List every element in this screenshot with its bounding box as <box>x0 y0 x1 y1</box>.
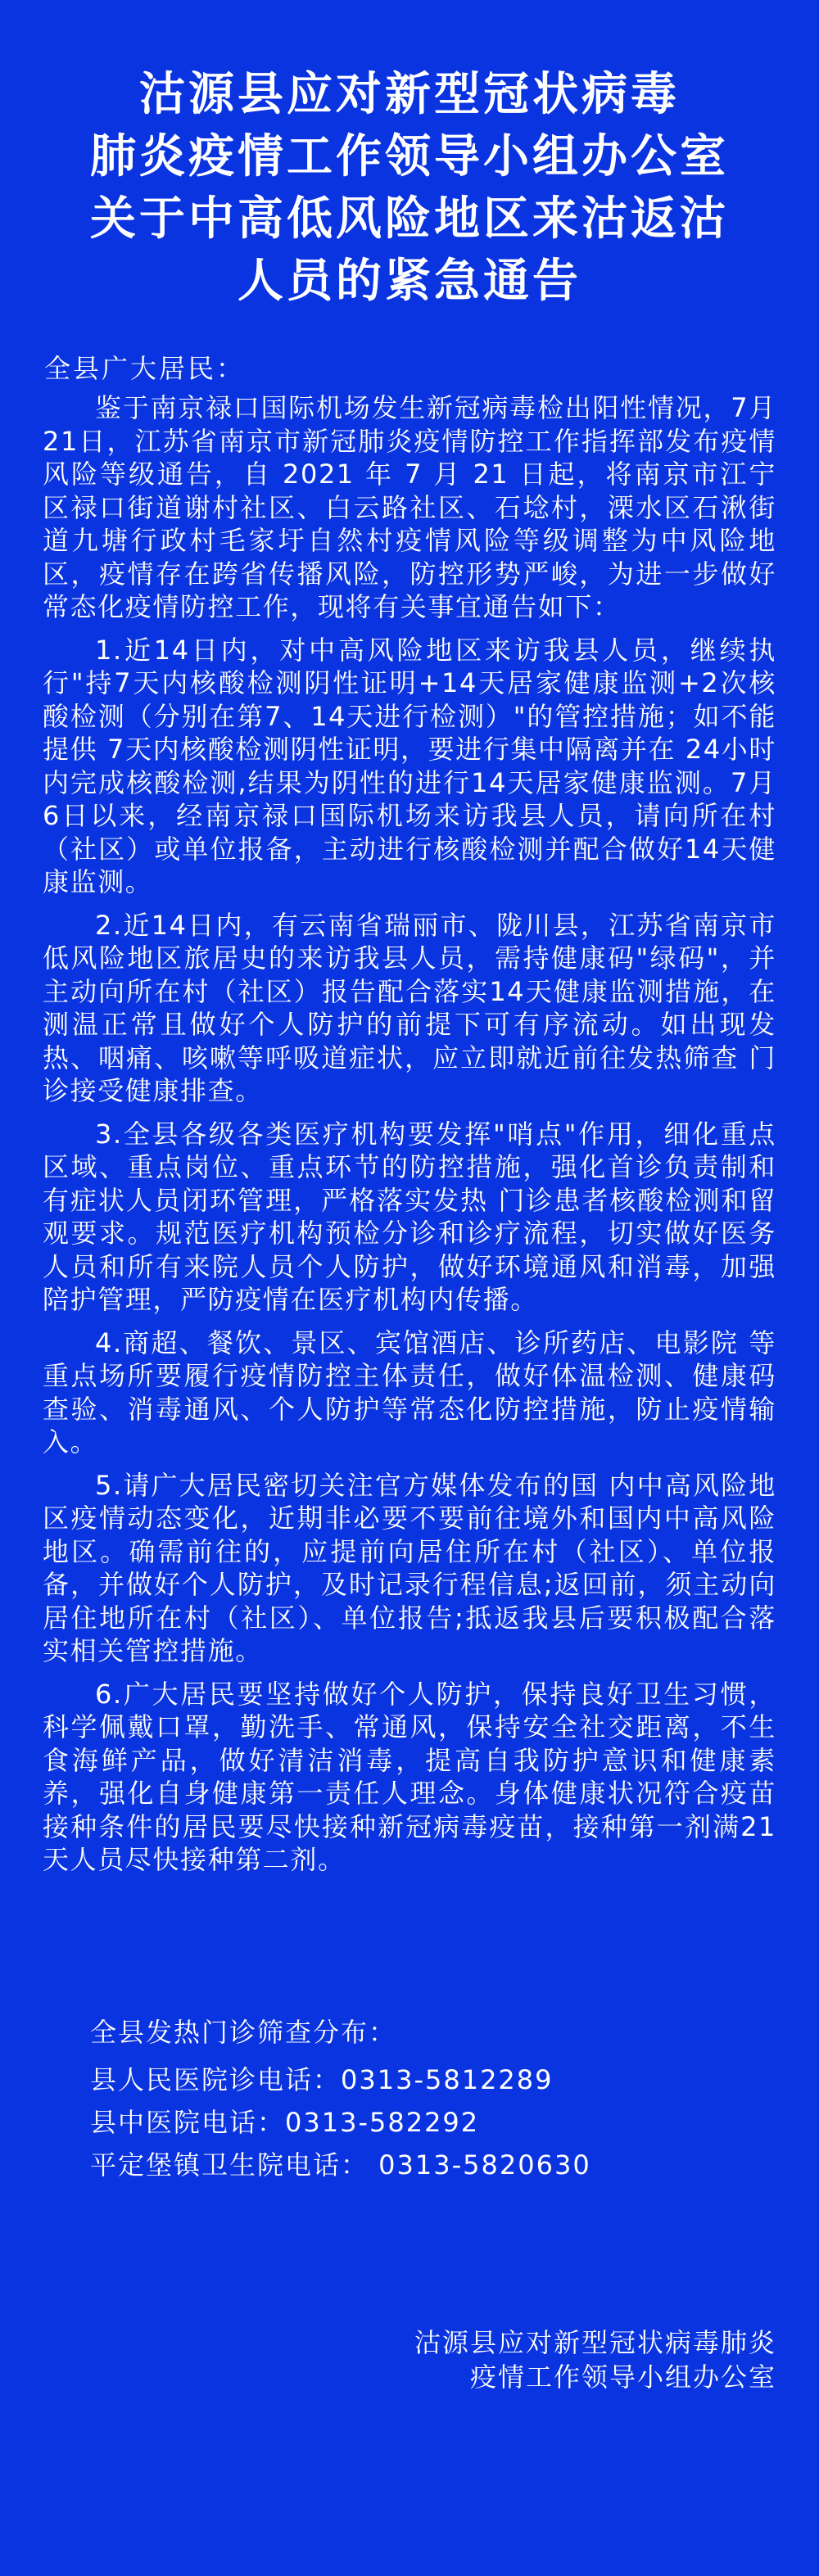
title-line: 肺炎疫情工作领导小组办公室 <box>90 130 729 183</box>
item-paragraph-1: 1.近14日内，对中高风险地区来访我县人员，继续执行"持7天内核酸检测阴性证明+14天居家健康监测+2次核酸检测（分别在第7、14天进行检测）"的管控措施；如不能提供 7天内核酸检测阴性证明，要进行集中隔离并在 24小时内完成核酸检测,结果为阴性的进行14天居家健康监测。7月6日以来，经南京禄口国际机场来访我县人员，请向所在村（社区）或单位报备，主动进行核酸检测并配合做好14天健康监测。 <box>43 634 776 897</box>
intro-paragraph: 鉴于南京禄口国际机场发生新冠病毒检出阳性情况，7月21日，江苏省南京市新冠肺炎疫情防控工作指挥部发布疫情风险等级通告，自 2021 年 7 月 21 日起，将南京市江宁区禄口街道谢村社区、白云路社区、石埝村，溧水区石湫街道九塘行政村毛家圩自然村疫情风险等级调整为中风险地区，疫情存在跨省传播风险，防控形势严峻，为进一步做好常态化疫情防控工作，现将有关事宜通告如下： <box>43 392 776 622</box>
fever-clinic-list <box>90 2016 762 2191</box>
salutation: 全县广大居民： <box>44 353 246 384</box>
notice-body <box>43 391 776 1887</box>
item-paragraph-2: 2.近14日内，有云南省瑞丽市、陇川县，江苏省南京市低风险地区旅居史的来访我县人员，需持健康码"绿码"，并主动向所在村（社区）报告配合落实14天健康监测措施，在测温正常且做好个人防护的前提下可有序流动。如出现发热、咽痛、咳嗽等呼吸道症状，应立即就近前往发热筛查 门诊接受健康排查。 <box>43 909 776 1106</box>
title-line: 人员的紧急通告 <box>238 255 581 308</box>
clinic-list-title: 全县发热门诊筛查分布： <box>90 2017 397 2048</box>
item-paragraph-4: 4.商超、餐饮、景区、宾馆酒店、诊所药店、电影院 等重点场所要履行疫情防控主体责任，做好体温检测、健康码查验、消毒通风、个人防护等常态化防控措施，防止疫情输入。 <box>43 1326 776 1457</box>
item-paragraph-5: 5.请广大居民密切关注官方媒体发布的国 内中高风险地区疫情动态变化，近期非必要不要前往境外和国内中高风险地区。确需前往的，应提前向居住所在村（社区）、单位报备，并做好个人防护，及时记录行程信息;返回前，须主动向居住地所在村（社区）、单位报告;抵返我县后要积极配合落实相关管控措施。 <box>43 1469 776 1666</box>
clinic-item: 县中医院电话：0313-582292 <box>90 2107 480 2138</box>
clinic-item: 县人民医院诊电话：0313-5812289 <box>90 2064 554 2095</box>
signature-line: 疫情工作领导小组办公室 <box>469 2361 776 2393</box>
item-paragraph-3: 3.全县各级各类医疗机构要发挥"哨点"作用，细化重点区域、重点岗位、重点环节的防控措施，强化首诊负责制和有症状人员闭环管理，严格落实发热 门诊患者核酸检测和留观要求。规范医疗机构预检分诊和诊疗流程，切实做好医务人员和所有来院人员个人防护，做好环境通风和消毒，加强陪护管理，严防疫情在医疗机构内传播。 <box>43 1118 776 1315</box>
title-line: 沽源县应对新型冠状病毒 <box>139 68 680 121</box>
signature-line: 沽源县应对新型冠状病毒肺炎 <box>414 2327 776 2358</box>
clinic-item: 平定堡镇卫生院电话： 0313-5820630 <box>90 2149 591 2181</box>
notice-title <box>43 0 776 313</box>
title-line: 关于中高低风险地区来沽返沽 <box>90 192 729 246</box>
item-paragraph-6: 6.广大居民要坚持做好个人防护，保持良好卫生习惯，科学佩戴口罩，勤洗手、常通风，保持安全社交距离，不生食海鲜产品，做好清洁消毒，提高自我防护意识和健康素养，强化自身健康第一责任人理念。身体健康状况符合疫苗接种条件的居民要尽快接种新冠病毒疫苗，接种第一剂满21天人员尽快接种第二剂。 <box>43 1678 776 1875</box>
signature-block <box>334 2325 776 2394</box>
